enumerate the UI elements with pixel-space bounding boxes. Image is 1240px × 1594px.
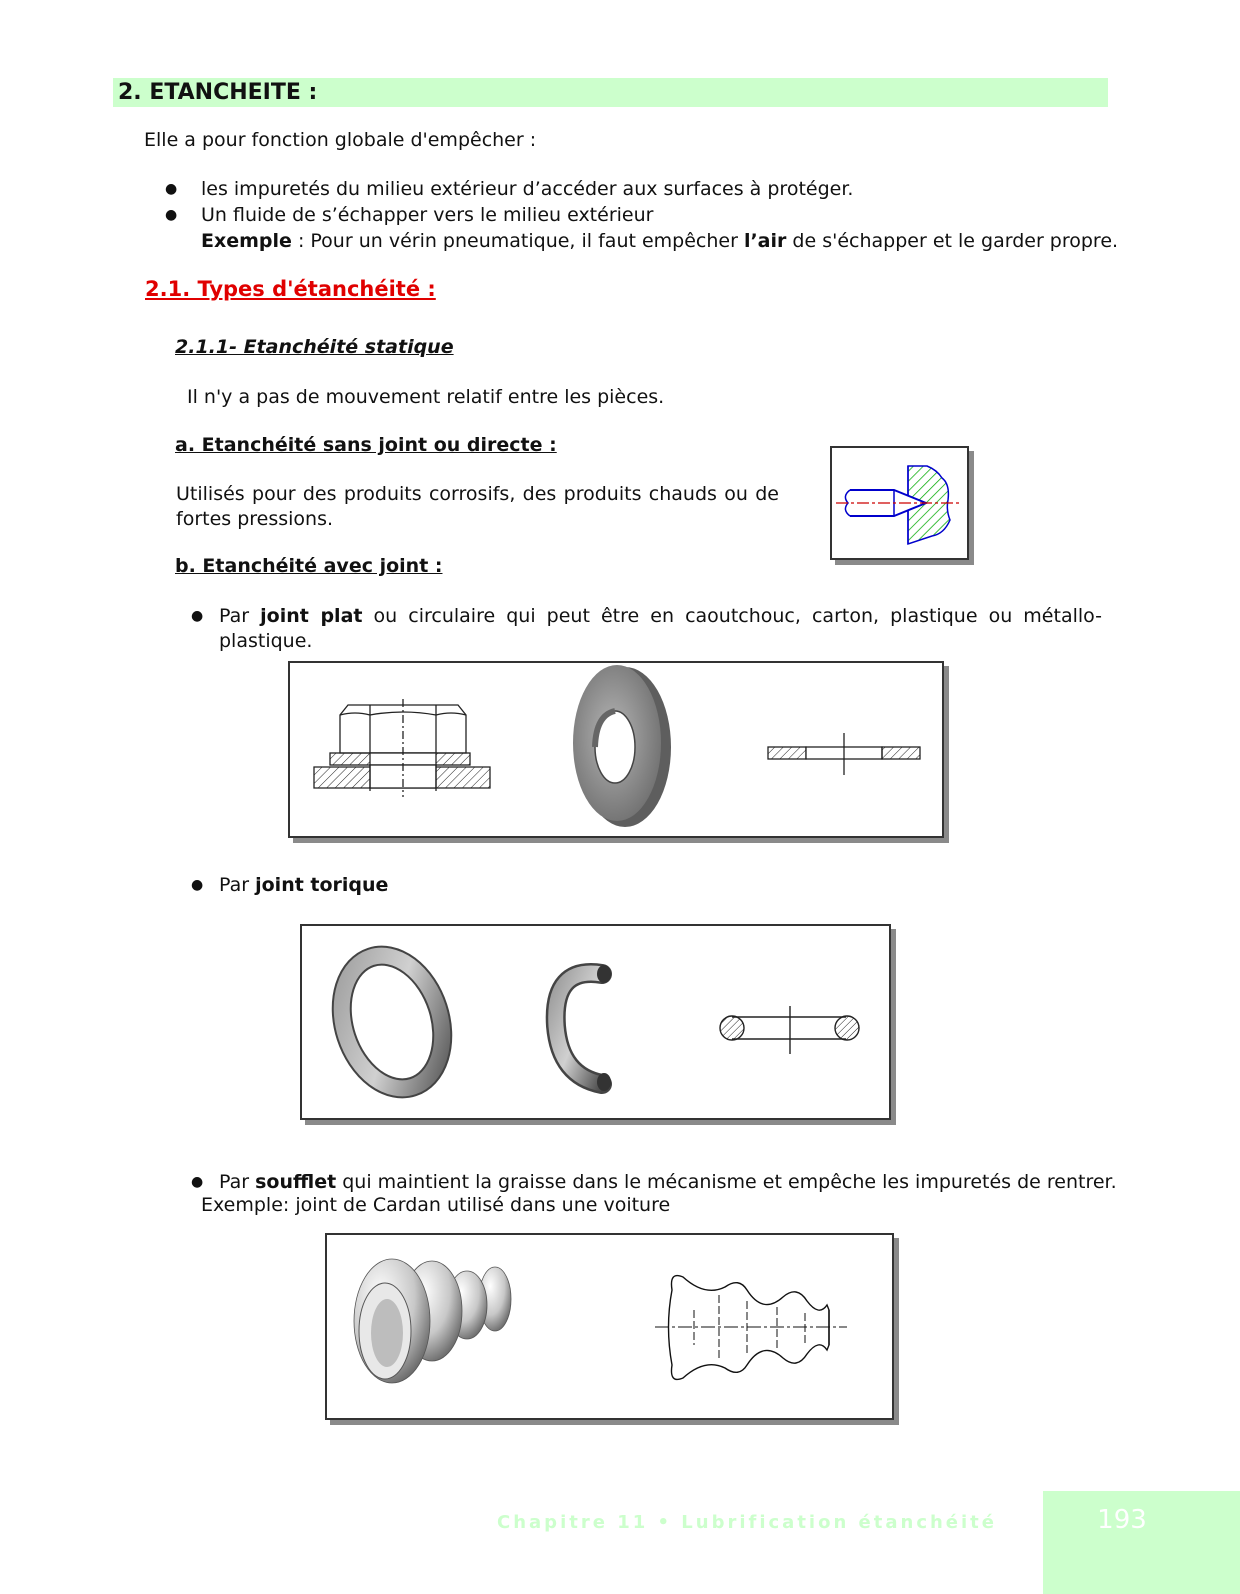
bullet-fluide: Un fluide de s’échapper vers le milieu extérieur	[201, 204, 654, 226]
soufflet-pre: Par	[219, 1171, 256, 1193]
bullet-dot: ●	[191, 877, 204, 893]
direct-seal-drawing	[832, 448, 967, 558]
section-title: 2. ETANCHEITE :	[113, 78, 1108, 107]
example-pre: : Pour un vérin pneumatique, il faut empêcher	[291, 230, 744, 252]
flat-seal-drawing	[290, 663, 942, 836]
plat-bold: joint plat	[260, 605, 363, 627]
torique-pre: Par	[219, 874, 256, 896]
bellows-drawing	[327, 1235, 892, 1418]
soufflet-text	[219, 1170, 1117, 1195]
bullet-impuretes: les impuretés du milieu extérieur d’accéder aux surfaces à protéger.	[201, 178, 854, 200]
example-line	[201, 229, 1118, 254]
soufflet-example: Exemple: joint de Cardan utilisé dans une voiture	[201, 1194, 671, 1216]
plat-post: ou circulaire qui peut être en caoutchouc, carton, plastique ou métallo-plastique.	[219, 605, 1102, 652]
torique-bold: joint torique	[255, 874, 389, 896]
part-a-title: a. Etanchéité sans joint ou directe :	[175, 434, 557, 456]
part-b-title: b. Etanchéité avec joint :	[175, 555, 443, 577]
figure-flat-seal	[288, 661, 944, 838]
bullet-dot: ●	[165, 181, 178, 197]
subsection-title: 2.1. Types d'étanchéité :	[145, 277, 436, 301]
bullet-dot: ●	[191, 1174, 204, 1190]
bullet-dot: ●	[165, 207, 178, 223]
o-ring-drawing	[302, 926, 889, 1118]
joint-plat-text	[219, 604, 1102, 654]
footer-chapter: Chapitre 11 • Lubrification étanchéité	[497, 1512, 997, 1533]
figure-o-ring	[300, 924, 891, 1120]
static-desc: Il n'y a pas de mouvement relatif entre les pièces.	[187, 386, 665, 408]
part-a-text: Utilisés pour des produits corrosifs, des produits chauds ou de fortes pressions.	[176, 483, 779, 530]
plat-pre: Par	[219, 605, 261, 627]
bullet-dot: ●	[191, 608, 204, 624]
example-bold: l’air	[743, 230, 787, 252]
soufflet-bold: soufflet	[255, 1171, 337, 1193]
example-label: Exemple	[201, 230, 292, 252]
figure-bellows	[325, 1233, 894, 1420]
joint-torique-text	[219, 873, 388, 898]
soufflet-post: qui maintient la graisse dans le mécanisme et empêche les impuretés de rentrer.	[336, 1171, 1117, 1193]
intro-text: Elle a pour fonction globale d'empêcher :	[144, 129, 537, 151]
static-title: 2.1.1- Etanchéité statique	[175, 336, 454, 358]
example-post: de s'échapper et le garder propre.	[786, 230, 1119, 252]
page-number: 193	[1097, 1505, 1147, 1535]
figure-direct-seal	[830, 446, 969, 560]
